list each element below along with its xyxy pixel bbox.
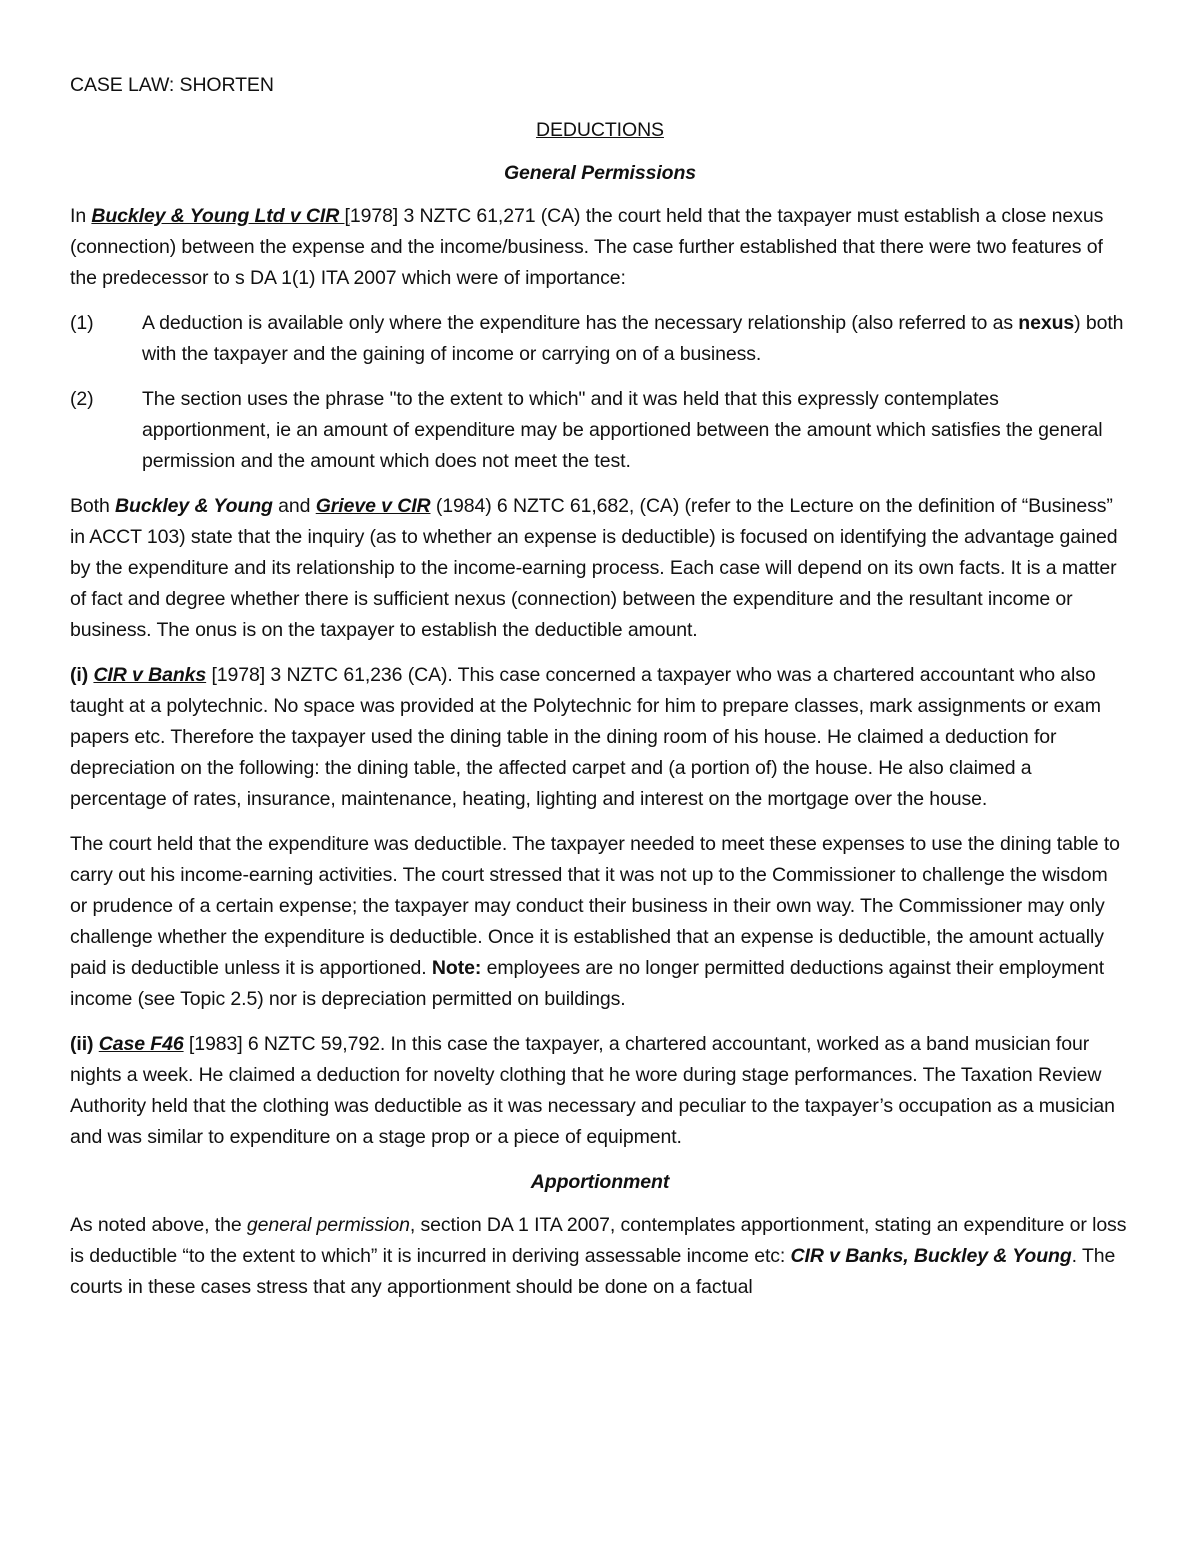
- paragraph-case-f46: [70, 1029, 1130, 1153]
- text-span: employees are no longer permitted deductions against their employment income (see Topic 2.5) nor is depreciation permitted on buildings.: [70, 957, 1105, 1010]
- paragraph-apportionment: [70, 1210, 1130, 1303]
- note-label: Note:: [431, 957, 482, 979]
- document-page: [70, 70, 1130, 1317]
- list-item-2: [70, 384, 1130, 477]
- text-span: Both: [70, 495, 116, 517]
- case-label: (i): [70, 664, 94, 686]
- paragraph-buckley-young: [70, 201, 1130, 294]
- italic-term: general permission: [246, 1214, 410, 1236]
- list-text: The section uses the phrase "to the extent to which" and it was held that this expressly contemplates apportionment, ie an amount of expenditure may be apportioned between the amount which satisfies the general permission and the amount which does not meet the test.: [142, 388, 1103, 472]
- case-citation-banks: CIR v Banks: [93, 664, 207, 686]
- text-span: A deduction is available only where the expenditure has the necessary relationship (also referred to as: [142, 312, 1019, 334]
- text-span: ) both with the taxpayer and the gaining of income or carrying on of a business.: [142, 312, 1124, 365]
- bold-term-nexus: nexus: [1018, 312, 1075, 334]
- text-span: In: [70, 205, 92, 227]
- text-span: [1983] 6 NZTC 59,792. In this case the taxpayer, a chartered accountant, worked as a band musician four nights a week. He claimed a deduction for novelty clothing that he wore during stage performances. The Taxation Review Authority held that the clothing was deductible as it was necessary and peculiar to the taxpayer’s occupation as a musician and was similar to expenditure on a stage prop or a piece of equipment.: [70, 1033, 1115, 1148]
- subheading-general-permissions: General Permissions: [503, 162, 697, 184]
- document-title: CASE LAW: SHORTEN: [70, 74, 274, 96]
- text-span: As noted above, the: [70, 1214, 247, 1236]
- case-name-buckley-young: Buckley & Young: [115, 495, 273, 517]
- text-span: , section DA 1 ITA 2007, contemplates apportionment, stating an expenditure or loss is deductible “to the extent to which” it is incurred in deriving assessable income etc:: [70, 1214, 1127, 1267]
- subheading-apportionment: Apportionment: [530, 1171, 670, 1193]
- case-names: CIR v Banks, Buckley & Young: [790, 1245, 1072, 1267]
- text-span: [1978] 3 NZTC 61,236 (CA). This case concerned a taxpayer who was a chartered accountant who also taught at a polytechnic. No space was provided at the Polytechnic for him to prepare classes, mark assignments or exam papers etc. Therefore the taxpayer used the dining table in the dining room of his house. He claimed a deduction for depreciation on the following: the dining table, the affected carpet and (a portion of) the house. He also claimed a percentage of rates, insurance, maintenance, heating, lighting and interest on the mortgage over the house.: [70, 664, 1101, 810]
- paragraph-both-cases: [70, 491, 1130, 646]
- section-heading-deductions: DEDUCTIONS: [536, 119, 664, 141]
- text-span: [: [344, 205, 350, 227]
- text-span: and: [272, 495, 316, 517]
- paragraph-court-held: [70, 829, 1130, 1015]
- case-citation-buckley-young: Buckley & Young Ltd v CIR: [91, 205, 345, 227]
- list-number: (1): [70, 312, 94, 334]
- case-citation-f46: Case F46: [98, 1033, 184, 1055]
- text-span: . The courts in these cases stress that any apportionment should be done on a factual: [70, 1245, 1116, 1298]
- case-citation-grieve: Grieve v CIR: [315, 495, 431, 517]
- list-item-1: [70, 308, 1130, 370]
- list-number: (2): [70, 388, 94, 410]
- paragraph-cir-v-banks: [70, 660, 1130, 815]
- case-label: (ii): [70, 1033, 99, 1055]
- list-text: [142, 308, 1130, 370]
- text-span: (1984) 6 NZTC 61,682, (CA) (refer to the Lecture on the definition of “Business” in ACCT 103) state that the inquiry (as to whether an expense is deductible) is focused on identifying the advantage gained by the expenditure and its relationship to the income-earning process. Each case will depend on its own facts. It is a matter of fact and degree whether there is sufficient nexus (connection) between the expenditure and the resultant income or business. The onus is on the taxpayer to establish the deductible amount.: [70, 495, 1118, 641]
- text-span: 1978] 3 NZTC 61,271 (CA) the court held that the taxpayer must establish a close nexus (connection) between the expense and the income/business. The case further established that there were two features of the predecessor to s DA 1(1) ITA 2007 which were of importance:: [70, 205, 1104, 289]
- text-span: The court held that the expenditure was deductible. The taxpayer needed to meet these expenses to use the dining table to carry out his income-earning activities. The court stressed that it was not up to the Commissioner to challenge the wisdom or prudence of a certain expense; the taxpayer may conduct their business in their own way. The Commissioner may only challenge whether the expenditure is deductible. Once it is established that an expense is deductible, the amount actually paid is deductible unless it is apportioned.: [70, 833, 1120, 979]
